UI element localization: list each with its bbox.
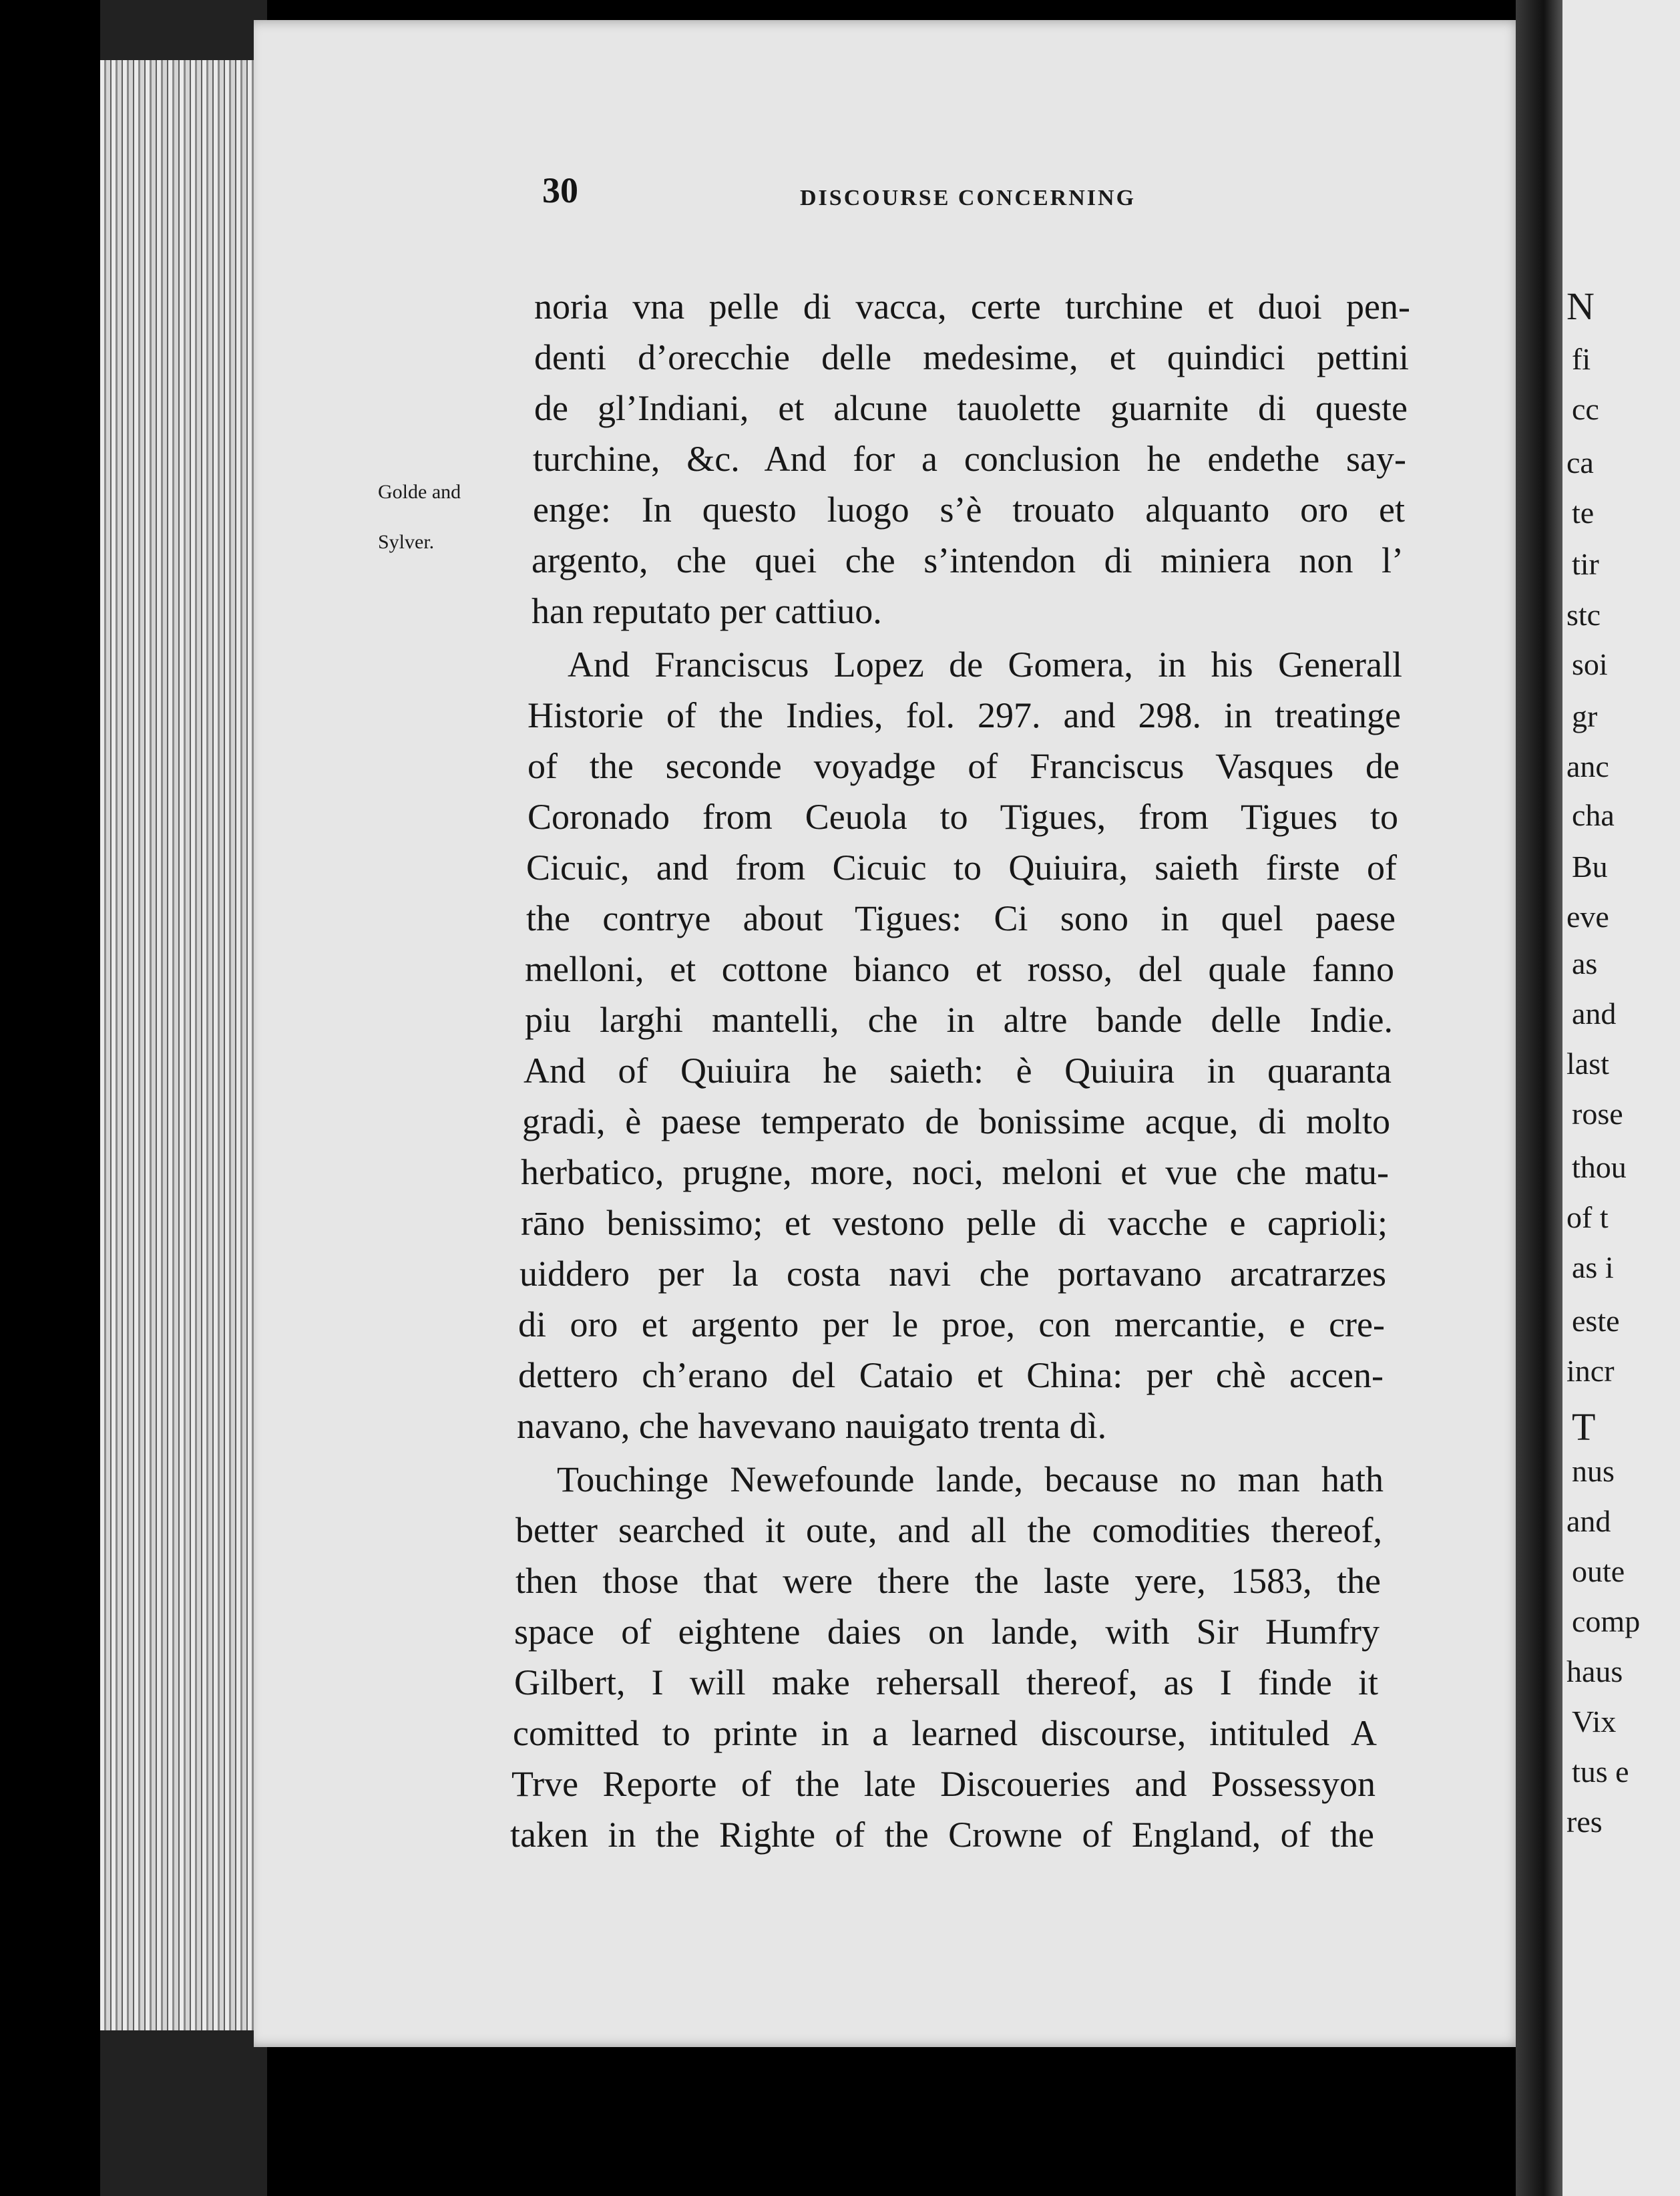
facing-page-fragment: stc — [1566, 598, 1601, 632]
text-line: di oro et argento per le proe, con mercantie, e cre- — [518, 1304, 1385, 1344]
running-head: DISCOURSE CONCERNING — [800, 186, 1136, 210]
book-gutter — [1516, 0, 1562, 2196]
text-line: noria vna pelle di vacca, certe turchine et duoi pen- — [534, 287, 1410, 327]
text-line: argento, che quei che s’intendon di miniera non l’ — [532, 540, 1404, 580]
facing-page-fragment: eve — [1566, 900, 1609, 934]
facing-page-fragment: and — [1566, 1504, 1611, 1538]
facing-page-fragment: cc — [1572, 392, 1599, 426]
text-line: navano, che havevano nauigato trenta dì. — [517, 1406, 1107, 1446]
facing-page-fragment: and — [1572, 996, 1617, 1031]
facing-page-fragment: anc — [1566, 749, 1609, 783]
facing-page-fragment: T — [1572, 1405, 1596, 1449]
stacked-page-edges — [100, 0, 267, 2196]
facing-page-fragment: nus — [1572, 1454, 1615, 1488]
facing-page-fragment: fi — [1572, 342, 1591, 376]
text-line: space of eightene daies on lande, with Sir Humfry — [514, 1612, 1380, 1652]
facing-page-fragment: incr — [1566, 1354, 1615, 1388]
text-line: gradi, è paese temperato de bonissime acque, di molto — [522, 1101, 1390, 1141]
facing-page-fragment: soi — [1572, 647, 1608, 681]
facing-page-fragment: rose — [1572, 1097, 1623, 1131]
facing-page-fragment: oute — [1572, 1554, 1625, 1588]
facing-page-fragment: res — [1566, 1805, 1603, 1839]
text-line: Coronado from Ceuola to Tigues, from Tigues to — [528, 797, 1398, 837]
page-number: 30 — [542, 170, 578, 210]
facing-page-fragment: comp — [1572, 1604, 1641, 1638]
facing-page-fragment: thou — [1572, 1150, 1627, 1184]
text-line: turchine, &c. And for a conclusion he endethe say- — [533, 439, 1406, 479]
facing-page-fragment: tus e — [1572, 1755, 1629, 1789]
text-line: herbatico, prugne, more, noci, meloni et vue che matu- — [521, 1152, 1389, 1192]
sidenote-line-1: Golde and — [378, 481, 461, 503]
text-line: dettero ch’erano del Cataio et China: per chè accen- — [518, 1355, 1384, 1395]
text-line: Touchinge Newefounde lande, because no man hath — [557, 1459, 1384, 1499]
text-line: Trve Reporte of the late Discoueries and Possessyon — [511, 1764, 1376, 1804]
text-line: Gilbert, I will make rehersall thereof, as I finde it — [514, 1662, 1378, 1702]
text-line: uiddero per la costa navi che portavano arcatrarzes — [519, 1254, 1386, 1294]
facing-page-fragment: tir — [1572, 547, 1599, 581]
text-line: comitted to printe in a learned discourse, intituled A — [513, 1713, 1377, 1753]
facing-page-fragment: cha — [1572, 798, 1615, 832]
sidenote-line-2: Sylver. — [378, 531, 435, 553]
text-line: then those that were there the laste yere, 1583, the — [515, 1561, 1381, 1601]
facing-page-fragment: Vix — [1572, 1704, 1617, 1738]
facing-page-fragment: N — [1566, 285, 1595, 328]
facing-page-fragment: te — [1572, 496, 1595, 530]
text-line: melloni, et cottone bianco et rosso, del quale fanno — [525, 949, 1394, 989]
text-line: rāno benissimo; et vestono pelle di vacche e caprioli; — [521, 1203, 1388, 1243]
facing-page — [1562, 0, 1680, 2196]
text-line: the contrye about Tigues: Ci sono in quel paese — [526, 898, 1396, 938]
binding-shadow-bottom — [100, 2030, 267, 2196]
facing-page-fragment: ca — [1566, 445, 1594, 480]
text-line: Cicuic, and from Cicuic to Quiuira, saieth firste of — [526, 848, 1397, 888]
text-line: de gl’Indiani, et alcune tauolette guarnite di queste — [534, 388, 1408, 428]
text-line: piu larghi mantelli, che in altre bande delle Indie. — [525, 1000, 1393, 1040]
facing-page-fragment: as i — [1572, 1250, 1614, 1284]
text-line: denti d’orecchie delle medesime, et quindici pettini — [534, 337, 1409, 377]
text-line: of the seconde voyadge of Franciscus Vasques de — [528, 746, 1400, 786]
text-line: And Franciscus Lopez de Gomera, in his Generall — [568, 645, 1402, 685]
facing-page-fragment: last — [1566, 1047, 1609, 1081]
binding-shadow-top — [100, 0, 267, 60]
text-line: Historie of the Indies, fol. 297. and 298. in treatinge — [528, 695, 1401, 735]
text-line: taken in the Righte of the Crowne of England, of the — [510, 1815, 1374, 1855]
facing-page-fragment: gr — [1572, 699, 1598, 733]
text-line: enge: In questo luogo s’è trouato alquanto oro et — [533, 490, 1405, 530]
facing-page-fragment: of t — [1566, 1200, 1609, 1234]
facing-page-fragment: este — [1572, 1304, 1620, 1338]
facing-page-fragment: as — [1572, 946, 1598, 980]
facing-page-fragment: haus — [1566, 1654, 1623, 1688]
text-line: better searched it oute, and all the comodities thereof, — [515, 1510, 1382, 1550]
facing-page-fragment: Bu — [1572, 850, 1608, 884]
text-line: And of Quiuira he saieth: è Quiuira in quaranta — [523, 1051, 1392, 1091]
text-line: han reputato per cattiuo. — [532, 591, 882, 631]
